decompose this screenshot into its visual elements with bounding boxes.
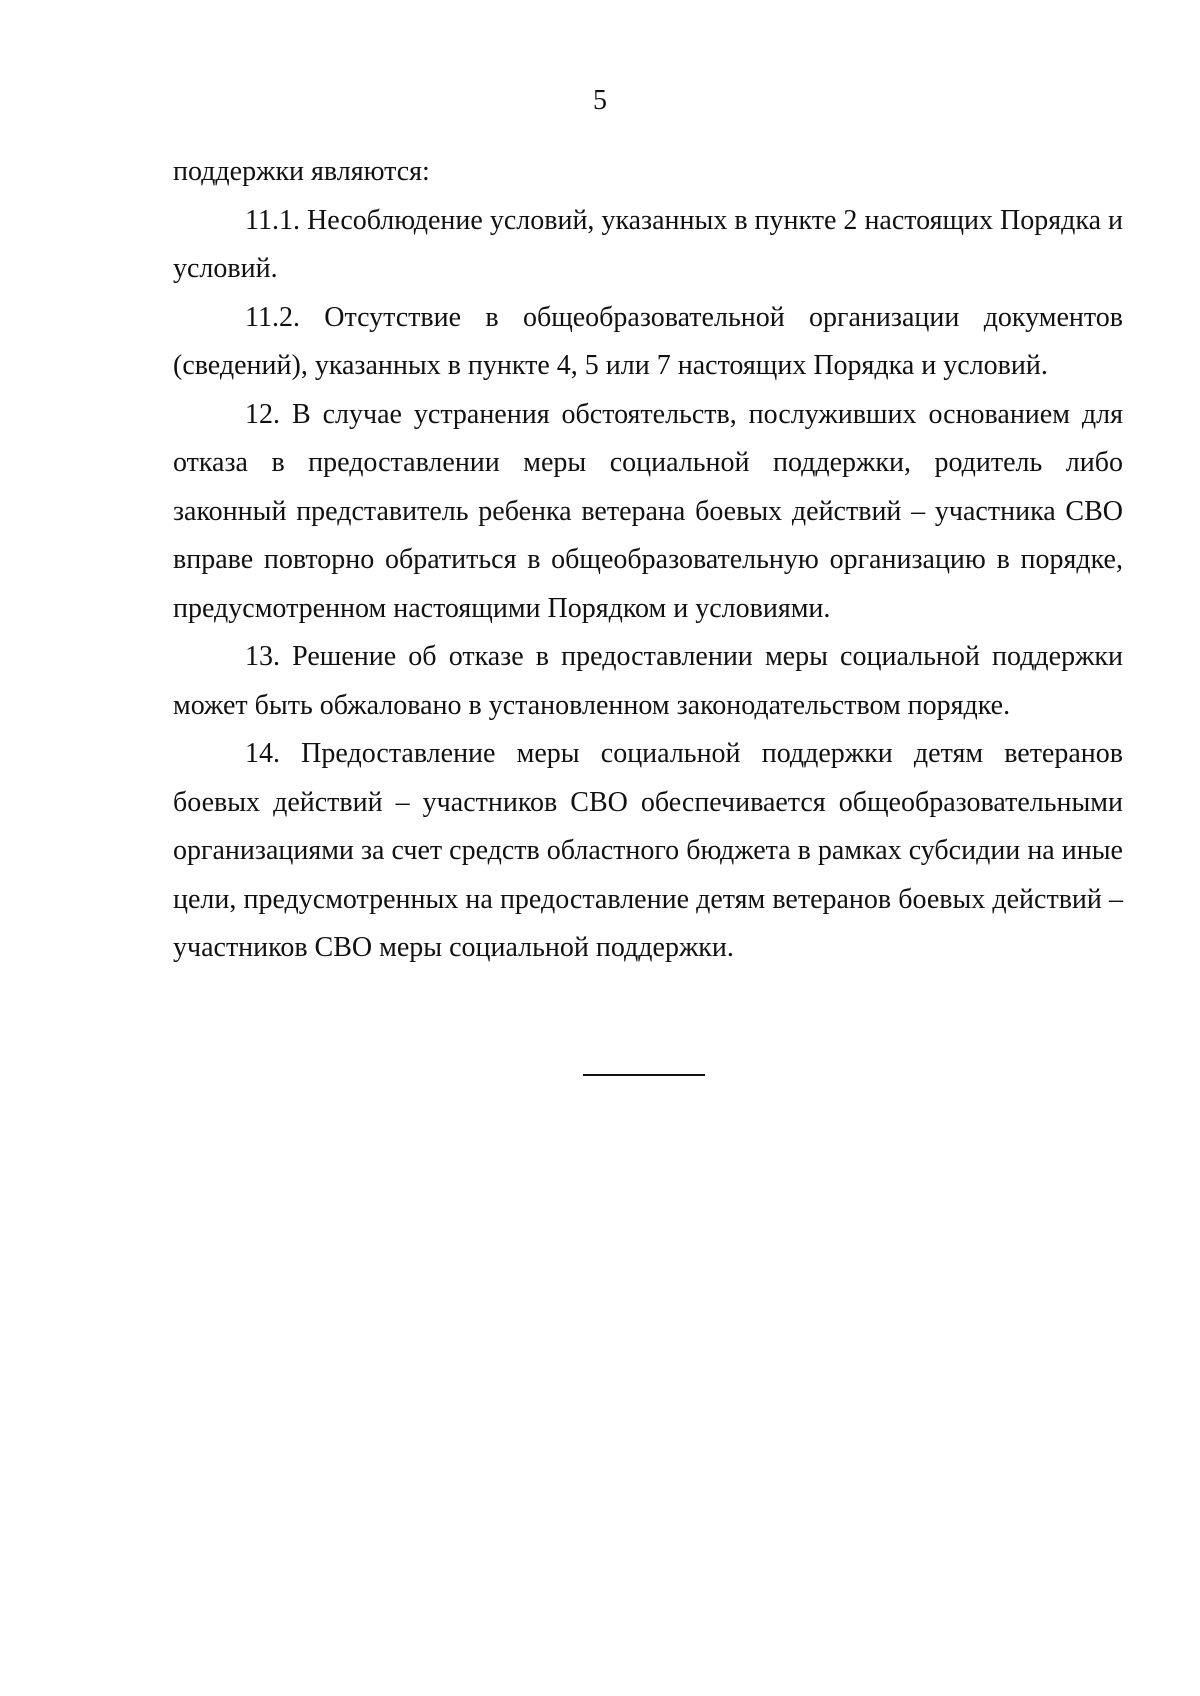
- paragraph-11-2: 11.2. Отсутствие в общеобразовательной организации документов (сведений), указанных в пункте 4, 5 или 7 настоящих Порядка и условий.: [173, 301, 1123, 381]
- paragraph-continuation: поддержки являются:: [173, 156, 430, 187]
- paragraph-11-1: 11.1. Несоблюдение условий, указанных в пункте 2 настоящих Порядка и условий.: [173, 204, 1123, 284]
- paragraph-12: 12. В случае устранения обстоятельств, послуживших основанием для отказа в предоставлении меры социальной поддержки, родитель либо законный представитель ребенка ветерана боевых действий – участника СВО вправе повторно обратиться в общеобразовательную организацию в порядке, предусмотренном настоящими Порядком и условиями.: [173, 398, 1123, 624]
- page-number: 5: [593, 85, 607, 116]
- paragraph-13: 13. Решение об отказе в предоставлении меры социальной поддержки может быть обжаловано в установленном законодательством порядке.: [173, 641, 1123, 721]
- closing-divider: [583, 1074, 705, 1076]
- document-body: [173, 148, 1123, 973]
- paragraph-14: 14. Предоставление меры социальной поддержки детям ветеранов боевых действий – участников СВО обеспечивается общеобразовательными организациями за счет средств областного бюджета в рамках субсидии на иные цели, предусмотренных на предоставление детям ветеранов боевых действий – участников СВО меры социальной поддержки.: [173, 738, 1123, 963]
